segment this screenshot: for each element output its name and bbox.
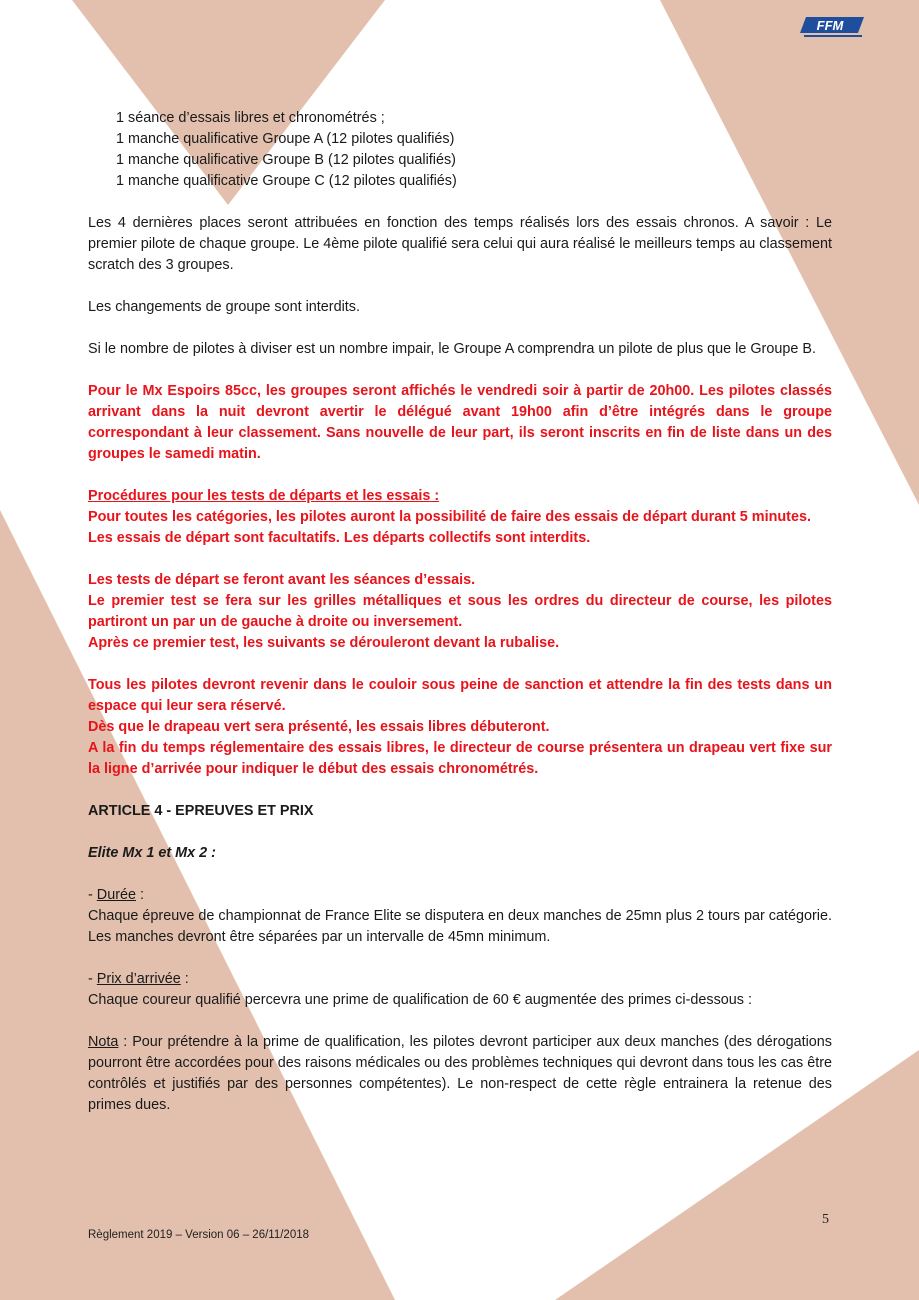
prix-label: - Prix d’arrivée : [88,971,189,987]
article-4-heading: ARTICLE 4 - EPREUVES ET PRIX [88,803,314,819]
couloir-line: A la fin du temps réglementaire des essais libres, le directeur de course présentera un drapeau vert fixe sur la ligne d’arrivée pour indiquer le début des essais chronométrés. [88,740,832,777]
page-number: 5 [822,1212,829,1227]
procedures-line: Pour toutes les catégories, les pilotes auront la possibilité de faire des essais de départ durant 5 minutes. [88,509,811,525]
svg-text:FFM: FFM [816,18,844,33]
ffm-logo [800,16,866,40]
qualif-list-item: 1 séance d’essais libres et chronométrés ; [116,110,385,126]
qualif-list-item: 1 manche qualificative Groupe C (12 pilotes qualifiés) [116,173,457,189]
document-body [88,108,832,1116]
nota-text: : Pour prétendre à la prime de qualification, les pilotes devront participer aux deux manches (des dérogations pourront être accordées pour des raisons médicales ou des problèmes techniques qui devront dans tous les cas être contrôlés et justifiés par des personnes compétentes). Le non-respect de cette règle entrainera la retenue des primes dues. [88,1034,832,1113]
nota-paragraph [88,1032,832,1116]
procedures-line: Les essais de départ sont facultatifs. Les départs collectifs sont interdits. [88,530,591,546]
paragraph-espoirs: Pour le Mx Espoirs 85cc, les groupes seront affichés le vendredi soir à partir de 20h00. Les pilotes classés arrivant dans la nuit devront avertir le délégué avant 19h00 afin d’être intégrés dans le groupe correspondant à leur classement. Sans nouvelle de leur part, ils seront inscrits en fin de liste dans un des groupes le samedi matin. [88,383,832,462]
tests-line: Le premier test se fera sur les grilles métalliques et sous les ordres du directeur de course, les pilotes partiront un par un de gauche à droite ou inversement. [88,593,832,630]
paragraph-impair: Si le nombre de pilotes à diviser est un nombre impair, le Groupe A comprendra un pilote de plus que le Groupe B. [88,341,816,357]
prix-line: Chaque coureur qualifié percevra une prime de qualification de 60 € augmentée des primes ci-dessous : [88,992,752,1008]
tests-line: Les tests de départ se feront avant les séances d’essais. [88,572,476,588]
couloir-line: Dès que le drapeau vert sera présenté, les essais libres débuteront. [88,719,550,735]
nota-label: Nota [88,1034,119,1050]
couloir-line: Tous les pilotes devront revenir dans le couloir sous peine de sanction et attendre la fin des tests dans un espace qui leur sera réservé. [88,677,832,714]
qualif-list-item: 1 manche qualificative Groupe B (12 pilotes qualifiés) [116,152,456,168]
duree-line: Les manches devront être séparées par un intervalle de 45mn minimum. [88,929,551,945]
duree-line: Chaque épreuve de championnat de France Elite se disputera en deux manches de 25mn plus 2 tours par catégorie. [88,908,832,924]
footer-text: Règlement 2019 – Version 06 – 26/11/2018 [88,1229,310,1241]
procedures-title: Procédures pour les tests de départs et les essais : [88,488,440,504]
paragraph-changes: Les changements de groupe sont interdits. [88,299,360,315]
qualif-list-item: 1 manche qualificative Groupe A (12 pilotes qualifiés) [116,131,455,147]
tests-line: Après ce premier test, les suivants se dérouleront devant la rubalise. [88,635,560,651]
duree-label: - Durée : [88,887,144,903]
paragraph-places: Les 4 dernières places seront attribuées en fonction des temps réalisés lors des essais chronos. A savoir : Le premier pilote de chaque groupe. Le 4ème pilote qualifié sera celui qui aura réalisé le meilleurs temps au classement scratch des 3 groupes. [88,215,832,273]
elite-subheading: Elite Mx 1 et Mx 2 : [88,845,216,861]
